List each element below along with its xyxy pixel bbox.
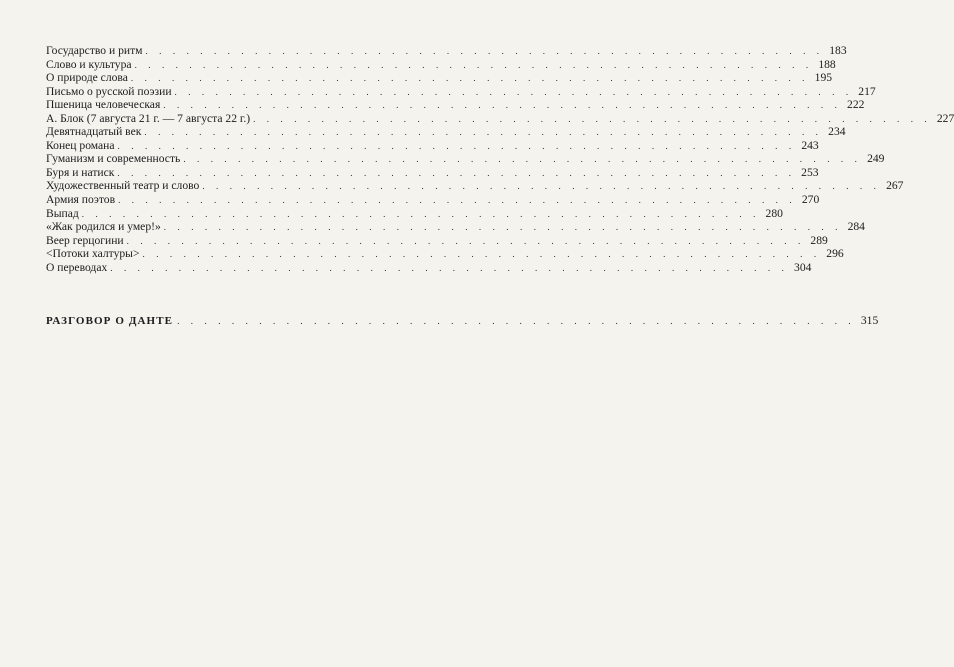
toc-entry-title: Гуманизм и современность bbox=[46, 152, 181, 166]
toc-entry-page-number: 267 bbox=[886, 179, 904, 193]
dot-leader: . . . . . . . . . . . . . . . . . . . . . . . . . . . . . . . . . . . . . . . . . . . . . . . . . . bbox=[144, 127, 823, 138]
dot-leader: . . . . . . . . . . . . . . . . . . . . . . . . . . . . . . . . . . . . . . . . . . . . . . . . . . bbox=[253, 113, 932, 124]
toc-entry bbox=[46, 152, 885, 166]
toc-entry-page-number: 234 bbox=[828, 125, 846, 139]
toc-entry bbox=[46, 193, 820, 207]
toc-entry bbox=[46, 98, 865, 112]
dot-leader: . . . . . . . . . . . . . . . . . . . . . . . . . . . . . . . . . . . . . . . . . . . . . . . . . . bbox=[183, 154, 862, 165]
toc-entry bbox=[46, 247, 844, 261]
toc-entry-title: «Жак родился и умер!» bbox=[46, 220, 161, 234]
toc-entry-title: Девятнадцатый век bbox=[46, 125, 142, 139]
dot-leader: . . . . . . . . . . . . . . . . . . . . . . . . . . . . . . . . . . . . . . . . . . . . . . . . . . bbox=[163, 222, 842, 233]
toc-entry-page-number: 280 bbox=[765, 206, 783, 220]
toc-entry bbox=[46, 220, 865, 234]
dot-leader: . . . . . . . . . . . . . . . . . . . . . . . . . . . . . . . . . . . . . . . . . . . . . . . . . . bbox=[163, 100, 842, 111]
toc-entry-title: Художественный театр и слово bbox=[46, 179, 200, 193]
toc-entry-title: Государство и ритм bbox=[46, 44, 143, 57]
toc-entry-title: Письмо о русской поэзии bbox=[46, 84, 172, 98]
toc-entry-page-number: 296 bbox=[826, 247, 844, 261]
dot-leader: . . . . . . . . . . . . . . . . . . . . . . . . . . . . . . . . . . . . . . . . . . . . . . . . . . bbox=[177, 316, 856, 326]
toc-entry-title: Веер герцогини bbox=[46, 233, 124, 247]
toc-entry-page-number: 183 bbox=[829, 44, 847, 57]
toc-entry-page-number: 289 bbox=[810, 233, 828, 247]
toc-entry bbox=[46, 57, 836, 72]
section-title: РАЗГОВОР О ДАНТЕ bbox=[46, 315, 174, 327]
toc-entry-page-number: 243 bbox=[801, 138, 819, 152]
table-of-contents bbox=[46, 44, 954, 274]
toc-entry bbox=[46, 179, 904, 193]
toc-entry-page-number: 222 bbox=[847, 98, 865, 112]
dot-leader: . . . . . . . . . . . . . . . . . . . . . . . . . . . . . . . . . . . . . . . . . . . . . . . . . . bbox=[130, 73, 810, 84]
toc-entry bbox=[46, 165, 819, 180]
toc-entry-page-number: 304 bbox=[794, 260, 812, 274]
toc-entry-title: Слово и культура bbox=[46, 57, 132, 71]
toc-entry bbox=[46, 44, 847, 58]
dot-leader: . . . . . . . . . . . . . . . . . . . . . . . . . . . . . . . . . . . . . . . . . . . . . . . . . . bbox=[134, 59, 813, 70]
toc-entry-page-number: 253 bbox=[801, 165, 819, 179]
toc-entry-title: Буря и натиск bbox=[46, 165, 115, 179]
toc-entry-title: Пшеница человеческая bbox=[46, 98, 161, 112]
toc-entry-page-number: 284 bbox=[847, 220, 865, 234]
toc-entry-page-number: 188 bbox=[818, 57, 836, 71]
toc-entry bbox=[46, 260, 812, 275]
toc-entry bbox=[46, 84, 876, 99]
toc-entry-page-number: 249 bbox=[867, 152, 885, 166]
dot-leader: . . . . . . . . . . . . . . . . . . . . . . . . . . . . . . . . . . . . . . . . . . . . . . . . . . bbox=[126, 235, 805, 246]
toc-entry-title: Конец романа bbox=[46, 138, 115, 152]
toc-entry-page-number: 227 bbox=[936, 111, 954, 125]
toc-section-entry bbox=[46, 314, 879, 328]
toc-entry-title: О переводах bbox=[46, 260, 108, 274]
dot-leader: . . . . . . . . . . . . . . . . . . . . . . . . . . . . . . . . . . . . . . . . . . . . . . . . . . bbox=[174, 86, 853, 97]
toc-entry-title: А. Блок (7 августа 21 г. — 7 августа 22 г.) bbox=[46, 111, 251, 125]
dot-leader: . . . . . . . . . . . . . . . . . . . . . . . . . . . . . . . . . . . . . . . . . . . . . . . . . . bbox=[145, 46, 824, 56]
toc-entry-title: О природе слова bbox=[46, 71, 128, 85]
dot-leader: . . . . . . . . . . . . . . . . . . . . . . . . . . . . . . . . . . . . . . . . . . . . . . . . . . bbox=[117, 140, 796, 151]
dot-leader: . . . . . . . . . . . . . . . . . . . . . . . . . . . . . . . . . . . . . . . . . . . . . . . . . . bbox=[117, 167, 796, 178]
toc-entry-page-number: 217 bbox=[858, 84, 876, 98]
dot-leader: . . . . . . . . . . . . . . . . . . . . . . . . . . . . . . . . . . . . . . . . . . . . . . . . . . bbox=[118, 195, 797, 206]
toc-entry bbox=[46, 138, 819, 153]
toc-entry bbox=[46, 233, 828, 248]
toc-entry bbox=[46, 111, 954, 126]
section-page-number: 315 bbox=[860, 314, 879, 327]
dot-leader: . . . . . . . . . . . . . . . . . . . . . . . . . . . . . . . . . . . . . . . . . . . . . . . . . . bbox=[202, 181, 881, 192]
dot-leader: . . . . . . . . . . . . . . . . . . . . . . . . . . . . . . . . . . . . . . . . . . . . . . . . . . bbox=[142, 249, 821, 260]
toc-entry-page-number: 270 bbox=[801, 193, 820, 207]
toc-entry bbox=[46, 71, 833, 85]
dot-leader: . . . . . . . . . . . . . . . . . . . . . . . . . . . . . . . . . . . . . . . . . . . . . . . . . . bbox=[110, 262, 789, 273]
dot-leader: . . . . . . . . . . . . . . . . . . . . . . . . . . . . . . . . . . . . . . . . . . . . . . . . . . bbox=[81, 208, 760, 219]
toc-entry bbox=[46, 125, 846, 139]
toc-entry bbox=[46, 206, 783, 221]
toc-entry-title: <Потоки халтуры> bbox=[46, 247, 140, 261]
toc-entry-title: Выпад bbox=[46, 206, 79, 220]
toc-entry-title: Армия поэтов bbox=[46, 193, 116, 207]
toc-entry-page-number: 195 bbox=[814, 71, 833, 85]
